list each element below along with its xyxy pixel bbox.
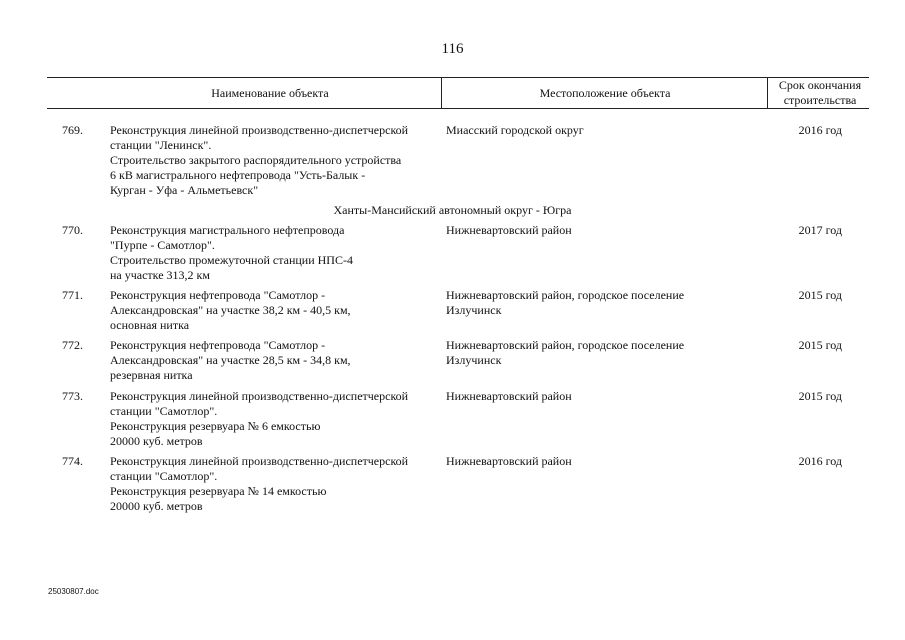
object-location: Нижневартовский район, городское поселение Излучинск xyxy=(446,338,685,367)
completion-year: 2015 год xyxy=(798,288,842,302)
object-location: Нижневартовский район xyxy=(446,223,572,237)
header-divider-1 xyxy=(441,77,442,109)
row-number: 770. xyxy=(62,223,83,237)
region-heading: Ханты-Мансийский автономный округ - Югра xyxy=(333,203,572,217)
object-location: Нижневартовский район xyxy=(446,454,572,468)
object-location: Нижневартовский район xyxy=(446,389,572,403)
header-bottom-rule xyxy=(47,108,869,109)
column-header-deadline: Срок окончания строительства xyxy=(778,78,862,107)
document-filename: 25030807.doc xyxy=(48,587,99,596)
column-header-name: Наименование объекта xyxy=(211,86,329,100)
object-name: Реконструкция нефтепровода "Самотлор - Александровская" на участке 28,5 км - 34,8 км, резервная нитка xyxy=(110,338,351,382)
header-divider-2 xyxy=(767,77,768,109)
object-name: Реконструкция магистрального нефтепровода "Пурпе - Самотлор". Строительство промежуточной станции НПС-4 на участке 313,2 км xyxy=(110,223,353,282)
object-name: Реконструкция линейной производственно-диспетчерской станции "Ленинск". Строительство закрытого распорядительного устройства 6 кВ магистрального нефтепровода "Усть-Балык - Курган - Уфа - Альметьевск" xyxy=(110,123,409,197)
row-number: 773. xyxy=(62,389,83,403)
object-location: Миасский городской округ xyxy=(446,123,584,137)
completion-year: 2016 год xyxy=(798,123,842,137)
column-header-location: Местоположение объекта xyxy=(539,86,671,100)
object-name: Реконструкция нефтепровода "Самотлор - Александровская" на участке 38,2 км - 40,5 км, основная нитка xyxy=(110,288,351,332)
object-name: Реконструкция линейной производственно-диспетчерской станции "Самотлор". Реконструкция резервуара № 14 емкостью 20000 куб. метров xyxy=(110,454,409,513)
row-number: 774. xyxy=(62,454,83,468)
page-number: 116 xyxy=(441,41,464,57)
header-top-rule xyxy=(47,77,869,78)
completion-year: 2015 год xyxy=(798,389,842,403)
row-number: 771. xyxy=(62,288,83,302)
object-name: Реконструкция линейной производственно-диспетчерской станции "Самотлор". Реконструкция резервуара № 6 емкостью 20000 куб. метров xyxy=(110,389,409,448)
completion-year: 2017 год xyxy=(798,223,842,237)
row-number: 772. xyxy=(62,338,83,352)
completion-year: 2016 год xyxy=(798,454,842,468)
completion-year: 2015 год xyxy=(798,338,842,352)
row-number: 769. xyxy=(62,123,83,137)
object-location: Нижневартовский район, городское поселение Излучинск xyxy=(446,288,685,317)
